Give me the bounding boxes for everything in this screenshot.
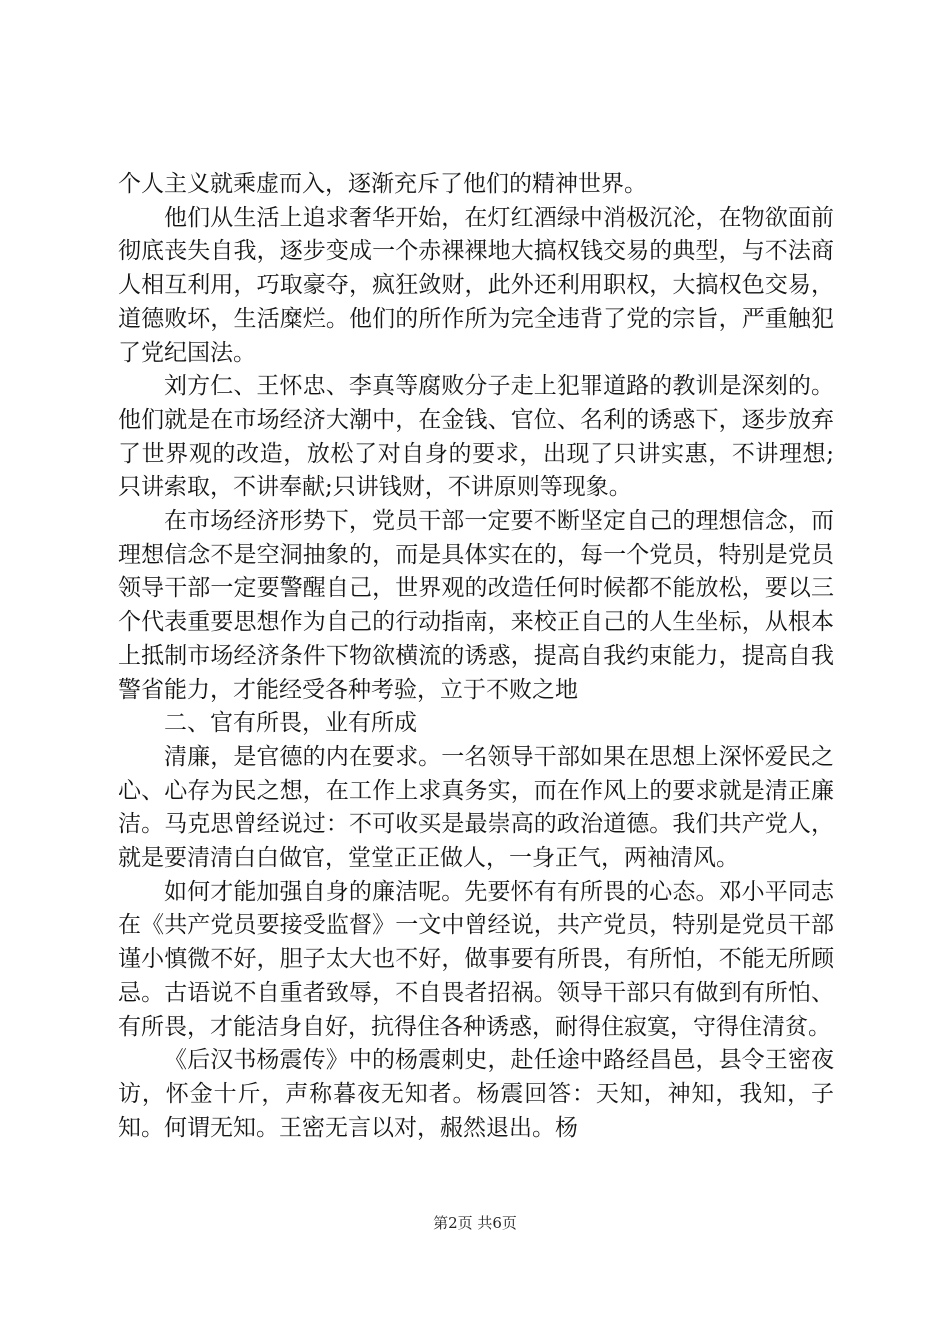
paragraph: 如何才能加强自身的廉洁呢。先要怀有有所畏的心态。邓小平同志在《共产党员要接受监督》一文中曾经说，共产党员，特别是党员干部谨小慎微不好，胆子太大也不好，做事要有所畏，有所怕，不能无所顾忌。古语说不自重者致辱，不自畏者招祸。领导干部只有做到有所怕、有所畏，才能洁身自好，抗得住各种诱惑，耐得住寂寞，守得住清贫。 [118, 878, 834, 1040]
paragraph-continuation: 个人主义就乘虚而入，逐渐充斥了他们的精神世界。 [118, 171, 647, 197]
paragraph: 刘方仁、王怀忠、李真等腐败分子走上犯罪道路的教训是深刻的。他们就是在市场经济大潮中，在金钱、官位、名利的诱惑下，逐步放弃了世界观的改造，放松了对自身的要求，出现了只讲实惠，不讲理想;只讲索取，不讲奉献;只讲钱财，不讲原则等现象。 [118, 373, 834, 501]
paragraph: 清廉，是官德的内在要求。一名领导干部如果在思想上深怀爱民之心、心存为民之想，在工作上求真务实，而在作风上的要求就是清正廉洁。马克思曾经说过：不可收买是最崇高的政治道德。我们共产党人，就是要清清白白做官，堂堂正正做人，一身正气，两袖清风。 [118, 743, 834, 872]
page-number-footer: 第2页 共6页 [433, 1214, 517, 1232]
paragraph: 在市场经济形势下，党员干部一定要不断坚定自己的理想信念，而理想信念不是空洞抽象的，而是具体实在的，每一个党员，特别是党员领导干部一定要警醒自己，世界观的改造任何时候都不能放松，要以三个代表重要思想作为自己的行动指南，来校正自己的人生坐标，从根本上抵制市场经济条件下物欲横流的诱惑，提高自我约束能力，提高自我警省能力，才能经受各种考验，立于不败之地 [118, 508, 834, 703]
section-heading: 二、官有所畏，业有所成 [164, 710, 417, 737]
paragraph: 他们从生活上追求奢华开始，在灯红酒绿中消极沉沦，在物欲面前彻底丧失自我，逐步变成一个赤裸裸地大搞权钱交易的典型，与不法商人相互利用，巧取豪夺，疯狂敛财，此外还利用职权，大搞权色交易，道德败坏，生活糜烂。他们的所作所为完全违背了党的宗旨，严重触犯了党纪国法。 [118, 204, 834, 366]
document-body [118, 168, 834, 1145]
paragraph: 《后汉书杨震传》中的杨震刺史，赴任途中路经昌邑，县令王密夜访，怀金十斤，声称暮夜无知者。杨震回答：天知，神知，我知，子知。何谓无知。王密无言以对，赧然退出。杨 [118, 1047, 834, 1141]
